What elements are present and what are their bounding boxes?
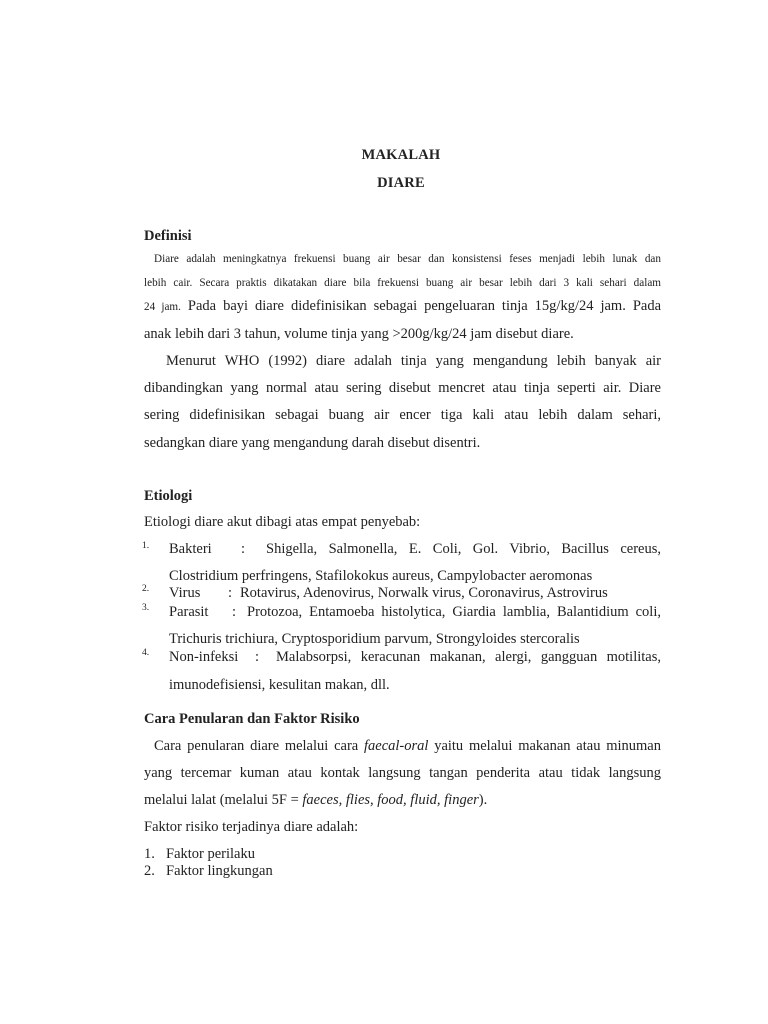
section-heading-definisi: Definisi (144, 228, 192, 244)
faktor-risiko-intro: Faktor risiko terjadinya diare adalah: (144, 819, 359, 835)
who-line4: sedangkan diare yang mengandung darah disebut disentri. (144, 435, 481, 451)
five-f-terms: faeces, flies, food, fluid, finger (302, 792, 479, 808)
who-line2: dibandingkan yang normal atau sering disebut mencret atau tinja seperti air. Diare (144, 380, 661, 396)
etiologi-item-text-line2: imunodefisiensi, kesulitan makan, dll. (169, 677, 390, 693)
penularan-line1: Cara penularan diare melalui cara faecal-oral yaitu melalui makanan atau minuman (154, 738, 661, 754)
definisi-line4: anak lebih dari 3 tahun, volume tinja yang >200g/kg/24 jam disebut diare. (144, 326, 574, 342)
etiologi-item-number: 3. (142, 603, 150, 613)
penularan-line3: melalui lalat (melalui 5F = faeces, flies, food, fluid, finger). (144, 792, 488, 808)
definisi-small-line2: lebih cair. Secara praktis dikatakan diare bila frekuensi buang air besar lebih dari 3 kali sehari dalam (144, 277, 661, 289)
etiologi-item-separator: : (241, 541, 246, 557)
faktor-item-number: 2. (144, 863, 155, 879)
section-heading-penularan: Cara Penularan dan Faktor Risiko (144, 711, 360, 727)
etiologi-item-number: 2. (142, 584, 150, 594)
faecal-oral-term: faecal-oral (363, 738, 429, 754)
faktor-item-lingkungan: Faktor lingkungan (166, 863, 273, 879)
etiologi-item-number: 4. (142, 648, 150, 658)
etiologi-item-separator: : (255, 649, 260, 665)
who-line3: sering didefinisikan sebagai buang air encer tiga kali atau lebih dalam sehari, (144, 407, 661, 423)
definisi-small-line3: 24 jam. (144, 301, 181, 313)
etiologi-item-label: Virus (169, 585, 201, 601)
etiologi-item-text-line2: Trichuris trichiura, Cryptosporidium parvum, Strongyloides stercoralis (169, 631, 580, 647)
etiologi-item-text-line1: Protozoa, Entamoeba histolytica, Giardia lamblia, Balantidium coli, (247, 604, 661, 620)
etiologi-item-text-line1: Rotavirus, Adenovirus, Norwalk virus, Coronavirus, Astrovirus (240, 585, 608, 601)
document-title-line1: MAKALAH (361, 147, 441, 163)
etiologi-item-label: Bakteri (169, 541, 212, 557)
etiologi-item-separator: : (228, 585, 233, 601)
definisi-small-line1: Diare adalah meningkatnya frekuensi buang air besar dan konsistensi feses menjadi lebih lunak dan (154, 253, 661, 265)
etiologi-item-number: 1. (142, 541, 150, 551)
section-heading-etiologi: Etiologi (144, 488, 193, 504)
etiologi-item-separator: : (232, 604, 237, 620)
who-line1: Menurut WHO (1992) diare adalah tinja yang mengandung lebih banyak air (166, 353, 661, 369)
definisi-line3-rest: Pada bayi diare didefinisikan sebagai pengeluaran tinja 15g/kg/24 jam. Pada (187, 298, 661, 314)
document-title-line2: DIARE (377, 175, 425, 191)
etiologi-intro: Etiologi diare akut dibagi atas empat penyebab: (144, 514, 421, 530)
etiologi-item-text-line2: Clostridium perfringens, Stafilokokus aureus, Campylobacter aeromonas (169, 568, 593, 584)
etiologi-item-text-line1: Malabsorpsi, keracunan makanan, alergi, gangguan motilitas, (276, 649, 661, 665)
faktor-item-perilaku: Faktor perilaku (166, 846, 255, 862)
etiologi-item-text-line1: Shigella, Salmonella, E. Coli, Gol. Vibrio, Bacillus cereus, (266, 541, 661, 557)
definisi-line3 (144, 298, 661, 315)
penularan-line2: yang tercemar kuman atau kontak langsung tangan penderita atau tidak langsung (144, 765, 661, 781)
etiologi-item-label: Parasit (169, 604, 209, 620)
etiologi-item-label: Non-infeksi (169, 649, 239, 665)
faktor-item-number: 1. (144, 846, 155, 862)
